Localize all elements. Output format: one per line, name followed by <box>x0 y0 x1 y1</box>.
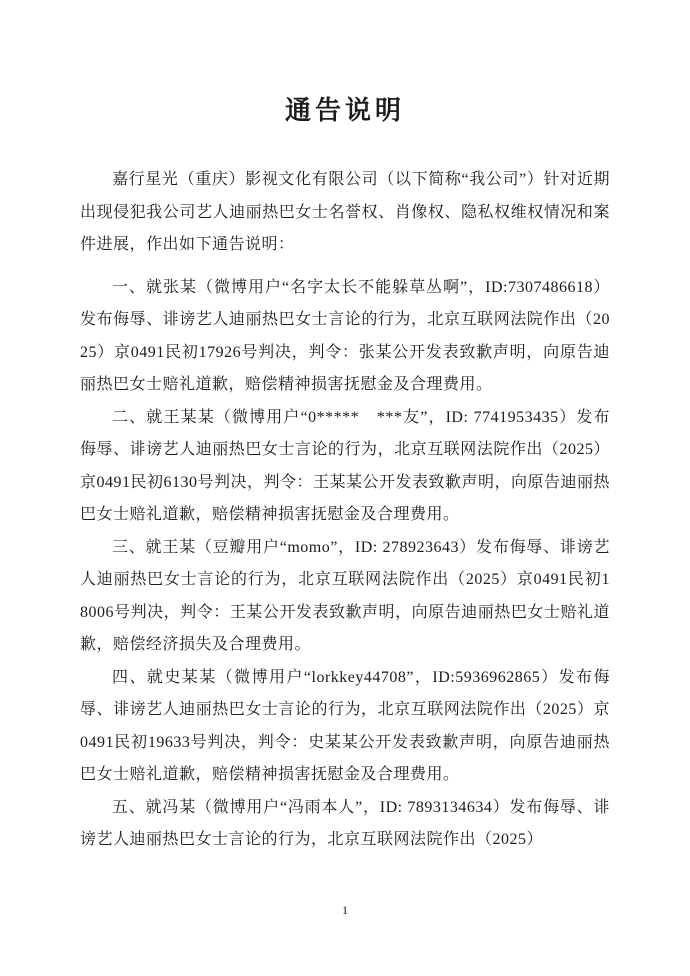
notice-item-4: 四、就史某某（微博用户“lorkkey44708”，ID:5936962865）发布侮辱、诽谤艺人迪丽热巴女士言论的行为，北京互联网法院作出（2025）京0491民初19633号判决，判令：史某某公开发表致歉声明，向原告迪丽热巴女士赔礼道歉，赔偿精神损害抚慰金及合理费用。 <box>80 668 610 783</box>
page-number: 1 <box>342 903 348 917</box>
notice-item-3: 三、就王某（豆瓣用户“momo”，ID: 278923643）发布侮辱、诽谤艺人迪丽热巴女士言论的行为，北京互联网法院作出（2025）京0491民初18006号判决，判令：王某公开发表致歉声明，向原告迪丽热巴女士赔礼道歉，赔偿经济损失及合理费用。 <box>80 538 610 653</box>
intro-paragraph: 嘉行星光（重庆）影视文化有限公司（以下简称“我公司”）针对近期出现侵犯我公司艺人迪丽热巴女士名誉权、肖像权、隐私权维权情况和案件进展，作出如下通告说明： <box>80 171 610 253</box>
notice-item-5: 五、就冯某（微博用户“冯雨本人”，ID: 7893134634）发布侮辱、诽谤艺人迪丽热巴女士言论的行为，北京互联网法院作出（2025） <box>80 798 610 848</box>
notice-item-1: 一、就张某（微博用户“名字太长不能躲草丛啊”，ID:7307486618）发布侮辱、诽谤艺人迪丽热巴女士言论的行为，北京互联网法院作出（2025）京0491民初17926号判决，判令：张某公开发表致歉声明，向原告迪丽热巴女士赔礼道歉，赔偿精神损害抚慰金及合理费用。 <box>80 278 610 393</box>
notice-item-2: 二、就王某某（微博用户“0***** ***友”，ID: 7741953435）发布侮辱、诽谤艺人迪丽热巴女士言论的行为，北京互联网法院作出（2025）京0491民初6130号判决，判令：王某某公开发表致歉声明，向原告迪丽热巴女士赔礼道歉，赔偿精神损害抚慰金及合理费用。 <box>80 408 611 523</box>
document-title: 通告说明 <box>284 96 405 125</box>
